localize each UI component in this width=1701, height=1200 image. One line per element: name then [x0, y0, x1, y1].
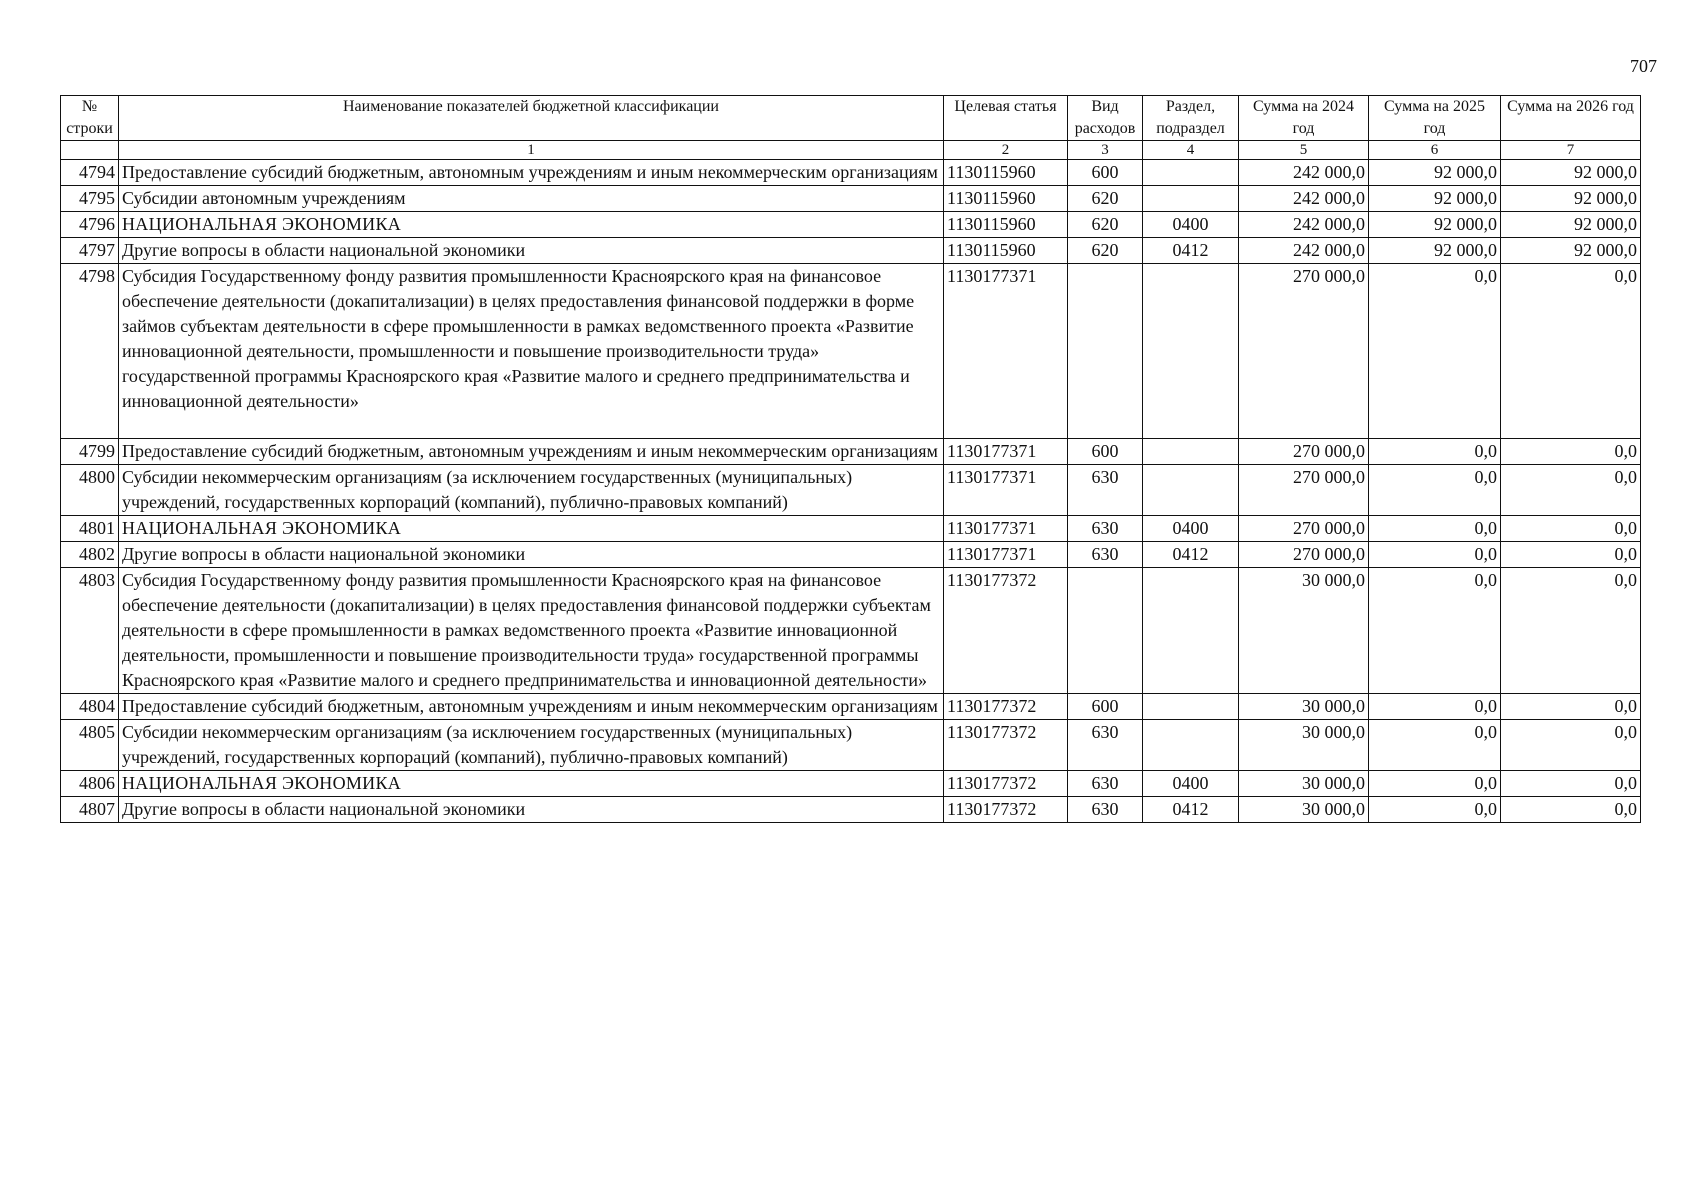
row-number: 4805 [61, 720, 119, 771]
table-row [61, 264, 1641, 439]
expense-type: 620 [1068, 212, 1143, 238]
sum-2025: 0,0 [1369, 568, 1501, 694]
target-article: 1130177371 [944, 542, 1068, 568]
table-row [61, 720, 1641, 771]
expense-type: 630 [1068, 465, 1143, 516]
sum-2026: 92 000,0 [1501, 160, 1641, 186]
sum-2024: 242 000,0 [1239, 186, 1369, 212]
sum-2024: 30 000,0 [1239, 694, 1369, 720]
column-number: 4 [1143, 141, 1239, 160]
table-row [61, 186, 1641, 212]
expense-type: 630 [1068, 797, 1143, 823]
sum-2025: 0,0 [1369, 542, 1501, 568]
sum-2025: 0,0 [1369, 720, 1501, 771]
target-article: 1130177371 [944, 439, 1068, 465]
indicator-name: НАЦИОНАЛЬНАЯ ЭКОНОМИКА [119, 771, 944, 797]
indicator-name: НАЦИОНАЛЬНАЯ ЭКОНОМИКА [119, 212, 944, 238]
row-number: 4798 [61, 264, 119, 439]
sum-2024: 242 000,0 [1239, 160, 1369, 186]
table-row [61, 568, 1641, 694]
indicator-name: Субсидия Государственному фонду развития промышленности Красноярского края на финансовое обеспечение деятельности (докапитализации) в целях предоставления финансовой поддержки субъектам деятельности в сфере промышленности в рамках ведомственного проекта «Развитие инновационной деятельности, промышленности и повышение производительности труда» государственной программы Красноярского края «Развитие малого и среднего предпринимательства и инновационной деятельности» [119, 568, 944, 694]
expense-type: 630 [1068, 516, 1143, 542]
sum-2024: 270 000,0 [1239, 542, 1369, 568]
header-row-number: № строки [61, 96, 119, 141]
section-code: 0412 [1143, 238, 1239, 264]
table-row [61, 542, 1641, 568]
indicator-name: НАЦИОНАЛЬНАЯ ЭКОНОМИКА [119, 516, 944, 542]
sum-2025: 0,0 [1369, 465, 1501, 516]
page-number: 707 [1630, 56, 1657, 76]
indicator-name: Предоставление субсидий бюджетным, автономным учреждениям и иным некоммерческим организациям [119, 439, 944, 465]
table-row [61, 439, 1641, 465]
sum-2024: 30 000,0 [1239, 720, 1369, 771]
section-code [1143, 160, 1239, 186]
section-code: 0400 [1143, 771, 1239, 797]
target-article: 1130177371 [944, 516, 1068, 542]
sum-2025: 92 000,0 [1369, 212, 1501, 238]
indicator-name: Субсидии некоммерческим организациям (за исключением государственных (муниципальных) учреждений, государственных корпораций (компаний), публично-правовых компаний) [119, 465, 944, 516]
expense-type: 620 [1068, 186, 1143, 212]
section-code: 0412 [1143, 797, 1239, 823]
target-article: 1130177371 [944, 465, 1068, 516]
row-number: 4796 [61, 212, 119, 238]
column-number: 6 [1369, 141, 1501, 160]
section-code [1143, 186, 1239, 212]
sum-2025: 0,0 [1369, 264, 1501, 439]
sum-2026: 0,0 [1501, 439, 1641, 465]
section-code [1143, 465, 1239, 516]
expense-type: 600 [1068, 160, 1143, 186]
expense-type: 600 [1068, 694, 1143, 720]
row-number: 4794 [61, 160, 119, 186]
section-code: 0400 [1143, 212, 1239, 238]
indicator-name: Другие вопросы в области национальной экономики [119, 238, 944, 264]
sum-2025: 0,0 [1369, 771, 1501, 797]
row-number: 4802 [61, 542, 119, 568]
column-number: 1 [119, 141, 944, 160]
sum-2026: 0,0 [1501, 771, 1641, 797]
row-number: 4803 [61, 568, 119, 694]
header-sum-2024: Сумма на 2024 год [1239, 96, 1369, 141]
sum-2026: 0,0 [1501, 797, 1641, 823]
table-row [61, 212, 1641, 238]
target-article: 1130115960 [944, 212, 1068, 238]
section-code [1143, 439, 1239, 465]
target-article: 1130177372 [944, 694, 1068, 720]
indicator-name: Субсидии некоммерческим организациям (за исключением государственных (муниципальных) учреждений, государственных корпораций (компаний), публично-правовых компаний) [119, 720, 944, 771]
section-code [1143, 694, 1239, 720]
table-row [61, 238, 1641, 264]
sum-2026: 0,0 [1501, 694, 1641, 720]
sum-2024: 270 000,0 [1239, 439, 1369, 465]
indicator-name: Другие вопросы в области национальной экономики [119, 797, 944, 823]
sum-2024: 242 000,0 [1239, 238, 1369, 264]
row-number: 4799 [61, 439, 119, 465]
target-article: 1130115960 [944, 160, 1068, 186]
target-article: 1130177372 [944, 568, 1068, 694]
sum-2026: 92 000,0 [1501, 238, 1641, 264]
expense-type [1068, 264, 1143, 439]
target-article: 1130115960 [944, 238, 1068, 264]
expense-type: 630 [1068, 771, 1143, 797]
budget-table [60, 95, 1641, 823]
indicator-name: Субсидия Государственному фонду развития промышленности Красноярского края на финансовое обеспечение деятельности (докапитализации) в целях предоставления финансовой поддержки в форме займов субъектам деятельности в сфере промышленности в рамках ведомственного проекта «Развитие инновационной деятельности, промышленности и повышение производительности труда» государственной программы Красноярского края «Развитие малого и среднего предпринимательства и инновационной деятельности» [119, 264, 944, 439]
target-article: 1130177372 [944, 771, 1068, 797]
section-code: 0412 [1143, 542, 1239, 568]
target-article: 1130115960 [944, 186, 1068, 212]
row-number: 4807 [61, 797, 119, 823]
sum-2024: 270 000,0 [1239, 516, 1369, 542]
sum-2025: 92 000,0 [1369, 160, 1501, 186]
header-section: Раздел, подраздел [1143, 96, 1239, 141]
column-number: 3 [1068, 141, 1143, 160]
column-number: 2 [944, 141, 1068, 160]
row-number: 4801 [61, 516, 119, 542]
header-sum-2026: Сумма на 2026 год [1501, 96, 1641, 141]
section-code [1143, 720, 1239, 771]
section-code: 0400 [1143, 516, 1239, 542]
sum-2026: 0,0 [1501, 465, 1641, 516]
target-article: 1130177371 [944, 264, 1068, 439]
target-article: 1130177372 [944, 797, 1068, 823]
indicator-name: Предоставление субсидий бюджетным, автономным учреждениям и иным некоммерческим организациям [119, 694, 944, 720]
section-code [1143, 568, 1239, 694]
column-number: 7 [1501, 141, 1641, 160]
sum-2026: 0,0 [1501, 568, 1641, 694]
expense-type: 630 [1068, 720, 1143, 771]
sum-2024: 30 000,0 [1239, 771, 1369, 797]
expense-type [1068, 568, 1143, 694]
column-number-row [61, 141, 1641, 160]
sum-2024: 270 000,0 [1239, 465, 1369, 516]
sum-2025: 0,0 [1369, 797, 1501, 823]
expense-type: 600 [1068, 439, 1143, 465]
header-sum-2025: Сумма на 2025 год [1369, 96, 1501, 141]
table-header-row [61, 96, 1641, 141]
row-number: 4800 [61, 465, 119, 516]
row-number: 4806 [61, 771, 119, 797]
header-target-article: Целевая статья [944, 96, 1068, 141]
sum-2025: 92 000,0 [1369, 238, 1501, 264]
header-expense-type: Вид расходов [1068, 96, 1143, 141]
sum-2024: 30 000,0 [1239, 797, 1369, 823]
sum-2025: 0,0 [1369, 516, 1501, 542]
table-row [61, 516, 1641, 542]
sum-2025: 0,0 [1369, 439, 1501, 465]
row-number: 4797 [61, 238, 119, 264]
sum-2026: 0,0 [1501, 542, 1641, 568]
header-indicator-name: Наименование показателей бюджетной классификации [119, 96, 944, 141]
table-row [61, 771, 1641, 797]
indicator-name: Предоставление субсидий бюджетным, автономным учреждениям и иным некоммерческим организациям [119, 160, 944, 186]
sum-2026: 0,0 [1501, 516, 1641, 542]
sum-2025: 0,0 [1369, 694, 1501, 720]
sum-2026: 0,0 [1501, 264, 1641, 439]
expense-type: 630 [1068, 542, 1143, 568]
row-number: 4795 [61, 186, 119, 212]
target-article: 1130177372 [944, 720, 1068, 771]
sum-2026: 92 000,0 [1501, 212, 1641, 238]
expense-type: 620 [1068, 238, 1143, 264]
sum-2024: 30 000,0 [1239, 568, 1369, 694]
table-row [61, 160, 1641, 186]
table-row [61, 694, 1641, 720]
indicator-name: Другие вопросы в области национальной экономики [119, 542, 944, 568]
table-row [61, 797, 1641, 823]
column-number-blank [61, 141, 119, 160]
sum-2024: 242 000,0 [1239, 212, 1369, 238]
section-code [1143, 264, 1239, 439]
row-number: 4804 [61, 694, 119, 720]
table-row [61, 465, 1641, 516]
indicator-name: Субсидии автономным учреждениям [119, 186, 944, 212]
sum-2024: 270 000,0 [1239, 264, 1369, 439]
sum-2026: 92 000,0 [1501, 186, 1641, 212]
sum-2025: 92 000,0 [1369, 186, 1501, 212]
column-number: 5 [1239, 141, 1369, 160]
sum-2026: 0,0 [1501, 720, 1641, 771]
